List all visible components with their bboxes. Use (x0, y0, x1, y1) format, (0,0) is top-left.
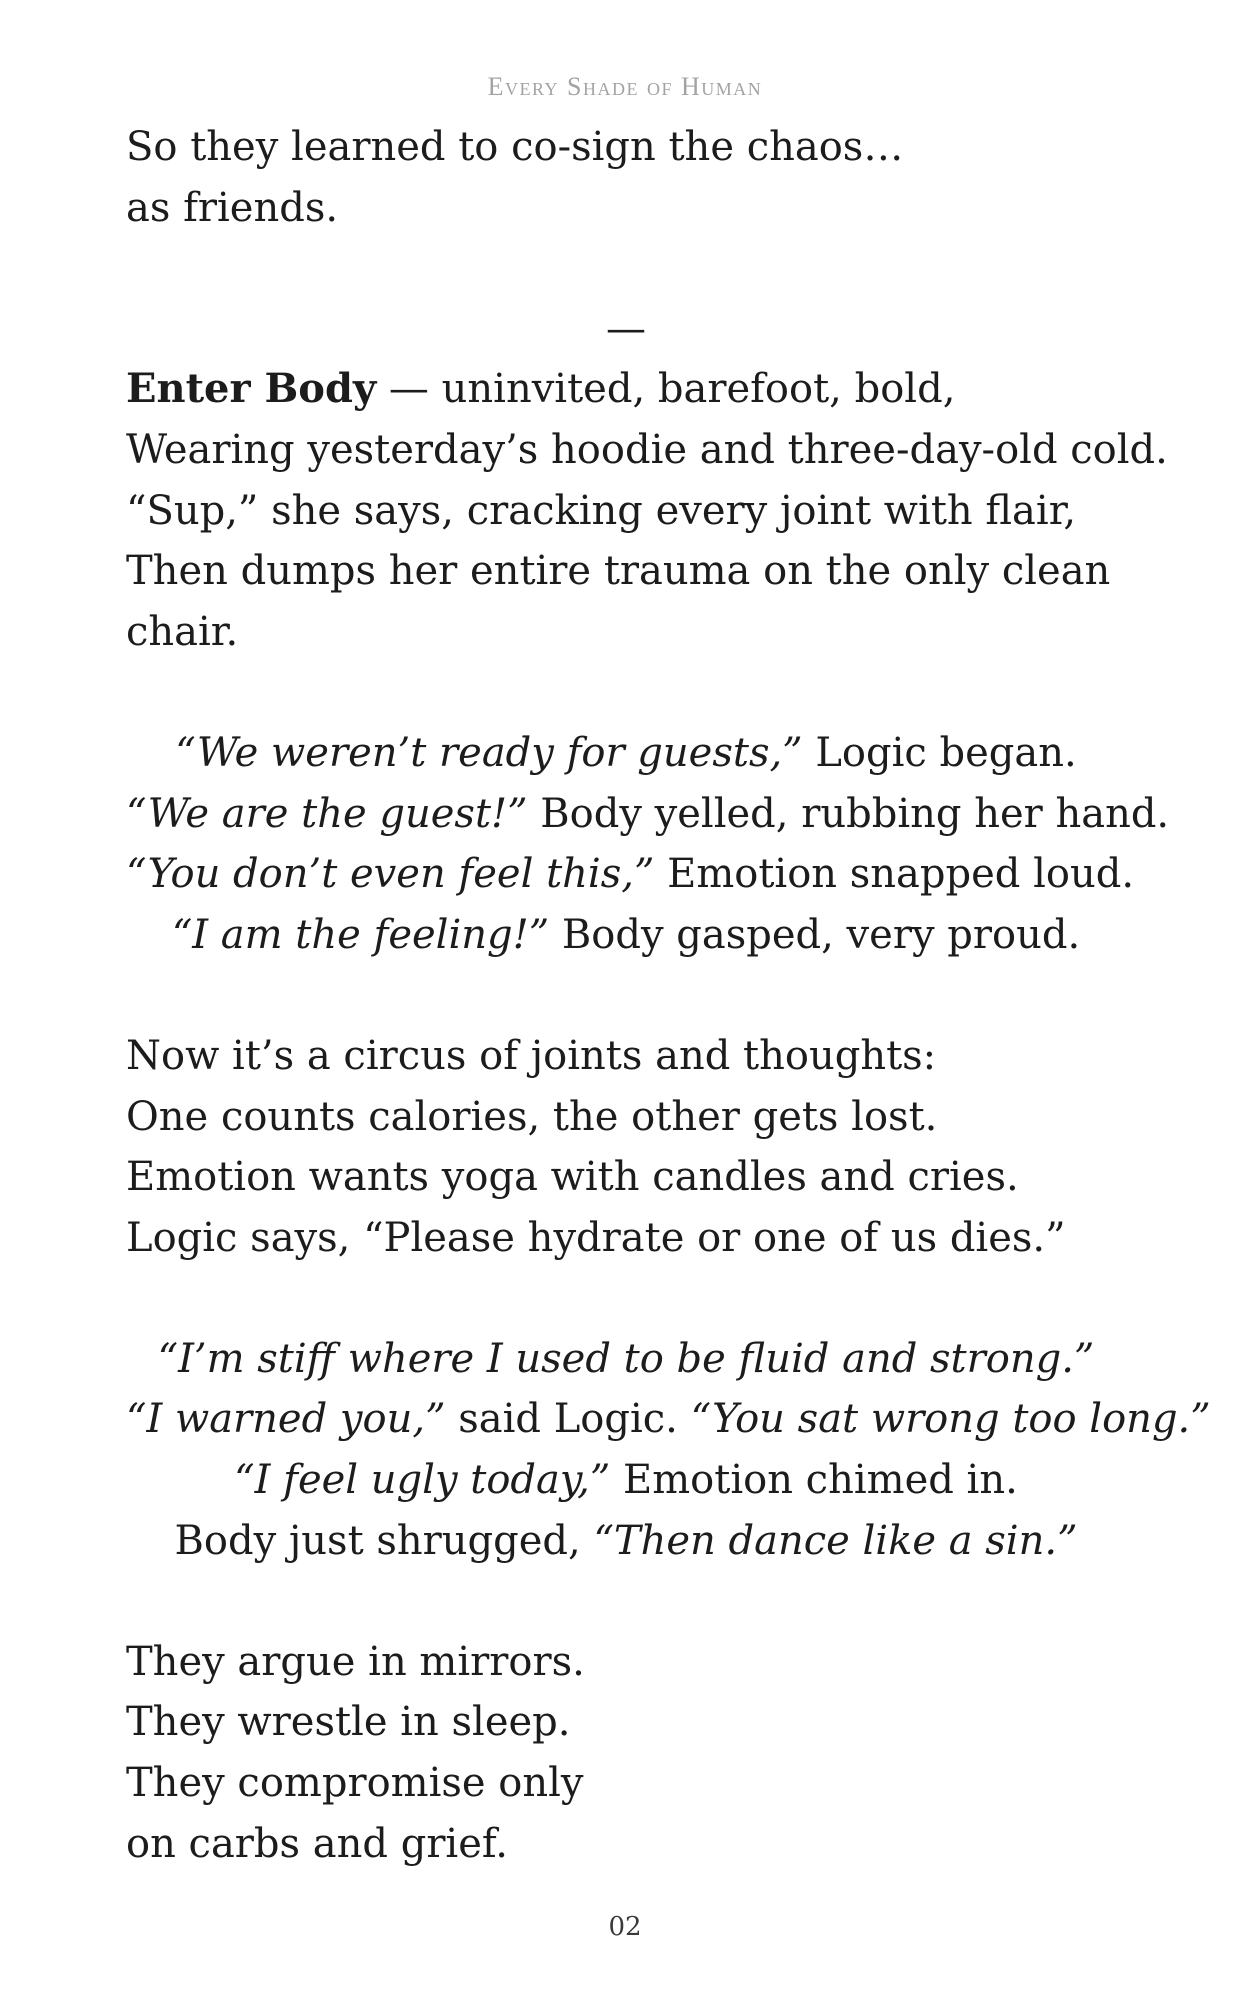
italic-quote: “I warned you,” (126, 1396, 446, 1443)
line-text: — uninvited, barefoot, bold, (376, 366, 956, 413)
stanza-gap (126, 965, 1126, 1026)
poem-body (126, 117, 1211, 1874)
italic-quote: “We are the guest!” (126, 790, 528, 837)
line-text: said Logic. (445, 1396, 691, 1443)
dialogue-stanza-2 (126, 1329, 1211, 1571)
line-text: Emotion snapped loud. (654, 851, 1135, 898)
line-text: Body gasped, very proud. (549, 911, 1081, 958)
poem-line (126, 359, 1126, 420)
poem-line: Emotion wants yoga with candles and cries. (126, 1154, 1019, 1201)
poem-line: They argue in mirrors. (126, 1638, 585, 1685)
poem-line (126, 844, 1135, 905)
line-text: Logic began. (802, 729, 1077, 776)
line-text: Emotion chimed in. (610, 1457, 1018, 1504)
poem-line (126, 905, 1126, 966)
section-divider: — (606, 305, 646, 352)
poem-line (126, 1450, 1126, 1511)
italic-quote: “You sat wrong too long.” (690, 1396, 1211, 1443)
page-number: 02 (608, 1912, 642, 1942)
bold-phrase: Enter Body (126, 365, 377, 413)
poem-line: “Sup,” she says, cracking every joint with flair, (126, 487, 1077, 534)
poem-line: They compromise only (126, 1760, 584, 1807)
poem-line (126, 723, 1126, 784)
stanza-mirrors (126, 1632, 1126, 1874)
poem-line: Now it’s a circus of joints and thoughts: (126, 1032, 937, 1079)
intro-stanza (126, 117, 1126, 238)
poem-line: Wearing yesterday’s hoodie and three-day-old cold. (126, 426, 1168, 473)
italic-quote: “I feel ugly today,” (234, 1457, 611, 1504)
italic-quote: “You don’t even feel this,” (126, 851, 655, 898)
poem-line (126, 784, 1170, 845)
poem-line (126, 1329, 1126, 1390)
poem-line: as friends. (126, 184, 339, 231)
italic-quote: “I’m stiff where I used to be fluid and strong.” (157, 1335, 1095, 1382)
italic-quote: “I am the feeling!” (171, 911, 550, 958)
dialogue-stanza-1 (126, 723, 1170, 965)
poem-line (126, 1389, 1211, 1450)
poem-line: chair. (126, 608, 239, 655)
line-text: Body just shrugged, (174, 1517, 594, 1564)
stanza-gap (126, 1268, 1126, 1329)
poem-line: Logic says, “Please hydrate or one of us dies.” (126, 1214, 1066, 1261)
poem-line: So they learned to co-sign the chaos… (126, 124, 904, 170)
poem-line (126, 1511, 1126, 1572)
stanza-enter-body (126, 359, 1168, 662)
running-head: Every Shade of Human (487, 72, 763, 101)
stanza-gap (126, 1571, 1126, 1632)
poem-line: on carbs and grief. (126, 1820, 508, 1867)
poem-line: They wrestle in sleep. (126, 1699, 571, 1746)
poem-line: One counts calories, the other gets lost. (126, 1093, 938, 1140)
italic-quote: “Then dance like a sin.” (593, 1517, 1078, 1564)
poem-line: Then dumps her entire trauma on the only clean (126, 548, 1111, 595)
stanza-gap (126, 662, 1126, 723)
line-text: Body yelled, rubbing her hand. (527, 790, 1170, 837)
stanza-circus (126, 1026, 1126, 1268)
italic-quote: “We weren’t ready for guests,” (175, 729, 803, 776)
